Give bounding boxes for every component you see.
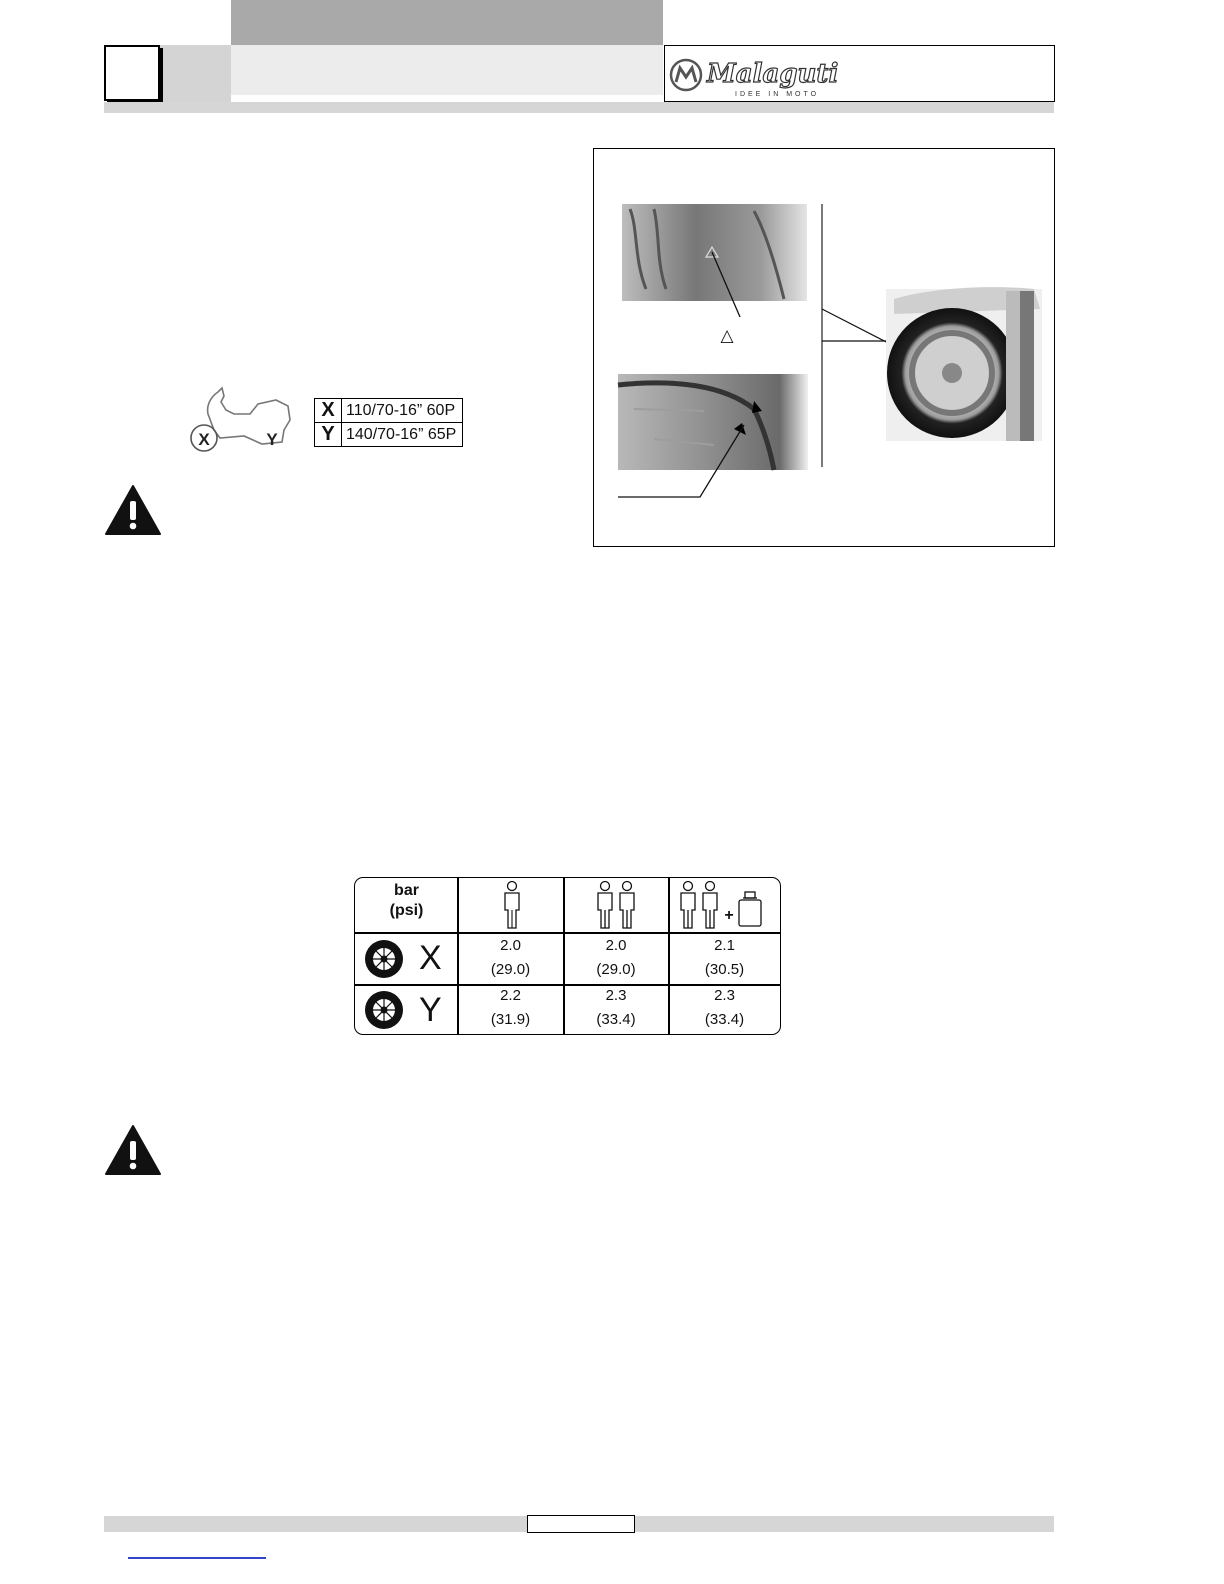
brand-logo [664,45,862,102]
svg-text:IDEE IN MOTO: IDEE IN MOTO [735,91,820,98]
tyre-size-key: Y [315,423,342,447]
tyre-size-row [315,423,463,447]
two-persons-luggage-icon [677,880,777,930]
pressure-bar: 2.3 [605,987,627,1004]
tyre-size-table [314,398,463,447]
tyre-wear-figure [593,148,1055,547]
row-label-front: X [419,939,442,977]
header-bottom-band [104,102,1054,113]
pressure-cell [669,934,780,982]
unit-psi-label: (psi) [389,902,424,919]
pressure-cell [564,934,668,982]
pressure-psi: (29.0) [596,961,636,978]
warning-triangle-icon [104,1124,162,1176]
tyre-photos [594,149,1054,546]
svg-text:Malaguti: Malaguti [707,59,839,89]
pressure-bar: 2.2 [500,987,521,1004]
pressure-bar: 2.0 [500,937,521,954]
tread-photo-bottom [618,374,808,497]
header-top-bar [231,0,663,45]
wheel-icon [364,990,404,1030]
unit-bar-label: bar [394,882,419,899]
wheel-icon [364,939,404,979]
chapter-number-box [104,45,160,101]
pressure-cell [458,984,563,1032]
person-icon [501,880,523,930]
pressure-bar: 2.0 [605,937,627,954]
footer-page-box-right [579,1515,635,1533]
pressure-cell [564,984,668,1032]
tyre-size-row [315,399,463,423]
front-wheel-label: X [198,430,210,449]
two-persons-icon [594,880,638,930]
scooter-outline-diagram [188,384,298,454]
footer-page-box-left [527,1515,580,1533]
warning-triangle-icon [104,484,162,536]
tyre-size-value: 110/70-16” 60P [342,399,463,423]
header-info-box [860,45,1055,102]
row-label-rear: Y [419,991,442,1029]
pressure-cell [458,934,563,982]
pressure-bar: 2.1 [714,937,735,954]
pressure-unit-header [355,881,458,921]
wear-indicator-symbol: △ [720,326,734,346]
tread-photo-top [622,204,807,317]
footer-link[interactable] [128,1557,266,1559]
tyre-size-value: 140/70-16” 65P [342,423,463,447]
pressure-bar: 2.3 [714,987,735,1004]
front-wheel-photo [886,287,1042,441]
pressure-psi: (33.4) [596,1011,636,1028]
pressure-psi: (30.5) [704,961,745,978]
pressure-cell [669,984,780,1032]
tyre-pressure-table [354,877,781,1035]
header-title-box [231,45,663,95]
pressure-psi: (29.0) [490,961,531,978]
header-side-panel [158,45,231,102]
pressure-psi: (33.4) [704,1011,745,1028]
malaguti-logo-icon [665,46,861,101]
rear-wheel-label: Y [266,430,278,449]
tyre-size-key: X [315,399,342,423]
pressure-psi: (31.9) [490,1011,531,1028]
plus-sign: + [724,907,734,924]
luggage-icon [739,900,761,926]
